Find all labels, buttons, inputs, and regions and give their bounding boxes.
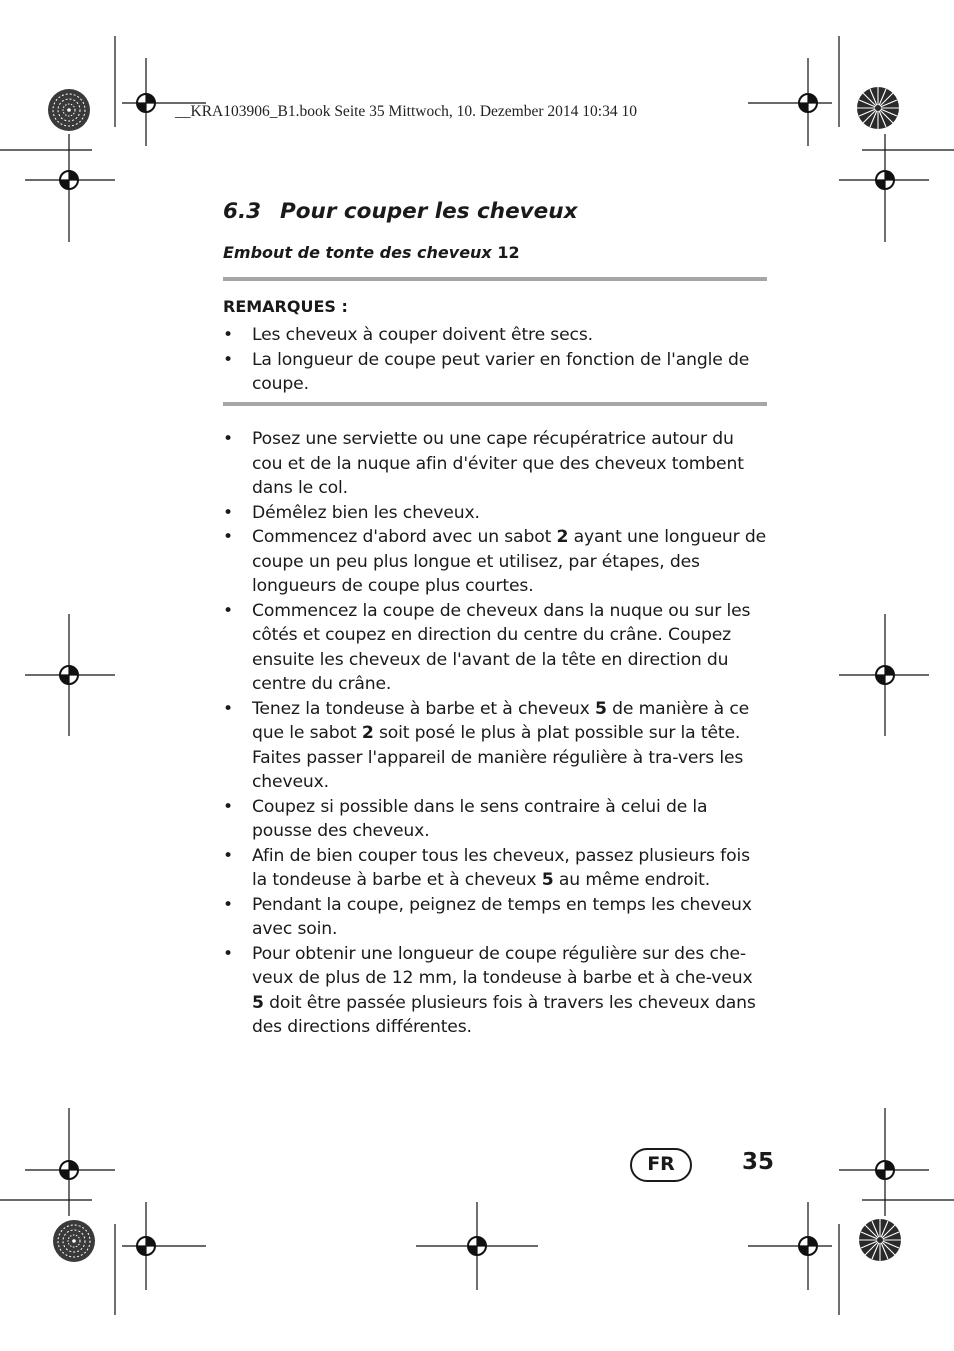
section-title-text: Pour couper les cheveux: [280, 199, 578, 224]
list-item: [223, 942, 768, 1040]
item-text: Pendant la coupe, peignez de temps en temps les cheveux avec soin.: [252, 894, 752, 939]
item-text: Les cheveux à couper doivent être secs.: [252, 325, 593, 345]
list-item: [223, 323, 768, 348]
item-text: doit être passée plusieurs fois à travers les cheveux dans des directions différentes.: [252, 992, 756, 1037]
instructions-list: [223, 427, 768, 1040]
notes-rule-top: [223, 277, 767, 281]
part-reference: 5: [252, 992, 264, 1013]
bullet-icon: •: [223, 429, 233, 449]
item-text: ayant une longueur de coupe un peu plus longue et utilisez, par étapes, des longueurs de coupe plus courtes.: [252, 527, 767, 596]
bullet-icon: •: [223, 894, 233, 915]
section-title: [223, 199, 577, 224]
list-item: [223, 844, 768, 893]
item-text: Pour obtenir une longueur de coupe régulière sur des che-veux de plus de 12 mm, la tondeuse à barbe et à che-veux: [252, 943, 753, 988]
bullet-icon: •: [223, 349, 233, 370]
list-item: [223, 599, 768, 697]
list-item: [223, 501, 768, 526]
attachment-ref: 12: [497, 243, 520, 262]
list-item: [223, 697, 768, 795]
part-reference: 2: [361, 723, 374, 743]
attachment-heading: [223, 243, 520, 262]
bullet-icon: •: [223, 943, 233, 964]
item-text: Tenez la tondeuse à barbe et à cheveux: [252, 698, 595, 719]
bullet-icon: •: [223, 527, 233, 547]
part-reference: 5: [541, 870, 554, 890]
list-item: [223, 427, 768, 501]
item-text: Posez une serviette ou une cape récupératrice autour du cou et de la nuque afin d'éviter que des cheveux tombent dans le col.: [252, 429, 744, 498]
part-reference: 5: [594, 698, 607, 719]
bullet-icon: •: [223, 698, 233, 719]
bullet-icon: •: [223, 600, 233, 621]
notes-list: [223, 323, 768, 397]
item-text: Afin de bien couper tous les cheveux, passez plusieurs fois la tondeuse à barbe et à cheveux: [252, 845, 750, 890]
item-text: Commencez la coupe de cheveux dans la nuque ou sur les côtés et coupez en direction du centre du crâne. Coupez ensuite les cheveux de l'avant de la tête en direction du centre du crâne.: [252, 600, 751, 694]
item-text: La longueur de coupe peut varier en fonction de l'angle de coupe.: [252, 349, 750, 394]
bullet-icon: •: [223, 325, 233, 345]
list-item: [223, 795, 768, 844]
print-info-line: __KRA103906_B1.book Seite 35 Mittwoch, 10. Dezember 2014 10:34 10: [175, 103, 637, 120]
bullet-icon: •: [223, 845, 233, 866]
item-text: au même endroit.: [553, 870, 711, 890]
section-number: 6.3: [223, 199, 262, 224]
list-item: [223, 348, 768, 397]
bullet-icon: •: [223, 796, 233, 817]
item-text: soit posé le plus à plat possible sur la tête. Faites passer l'appareil de manière régulière à tra-vers les cheveux.: [252, 723, 744, 792]
notes-title: REMARQUES :: [223, 297, 348, 316]
bullet-icon: •: [223, 502, 233, 523]
item-text: Coupez si possible dans le sens contraire à celui de la pousse des cheveux.: [252, 796, 708, 841]
list-item: [223, 893, 768, 942]
part-reference: 2: [556, 527, 569, 547]
item-text: Commencez d'abord avec un sabot: [252, 527, 557, 547]
attachment-label: Embout de tonte des cheveux: [223, 243, 492, 262]
notes-rule-bottom: [223, 402, 767, 406]
page-number: 35: [742, 1149, 775, 1175]
item-text: Démêlez bien les cheveux.: [252, 502, 480, 523]
language-badge: FR: [630, 1148, 692, 1182]
item-text: de manière à ce que le sabot: [252, 698, 750, 743]
list-item: [223, 525, 768, 599]
